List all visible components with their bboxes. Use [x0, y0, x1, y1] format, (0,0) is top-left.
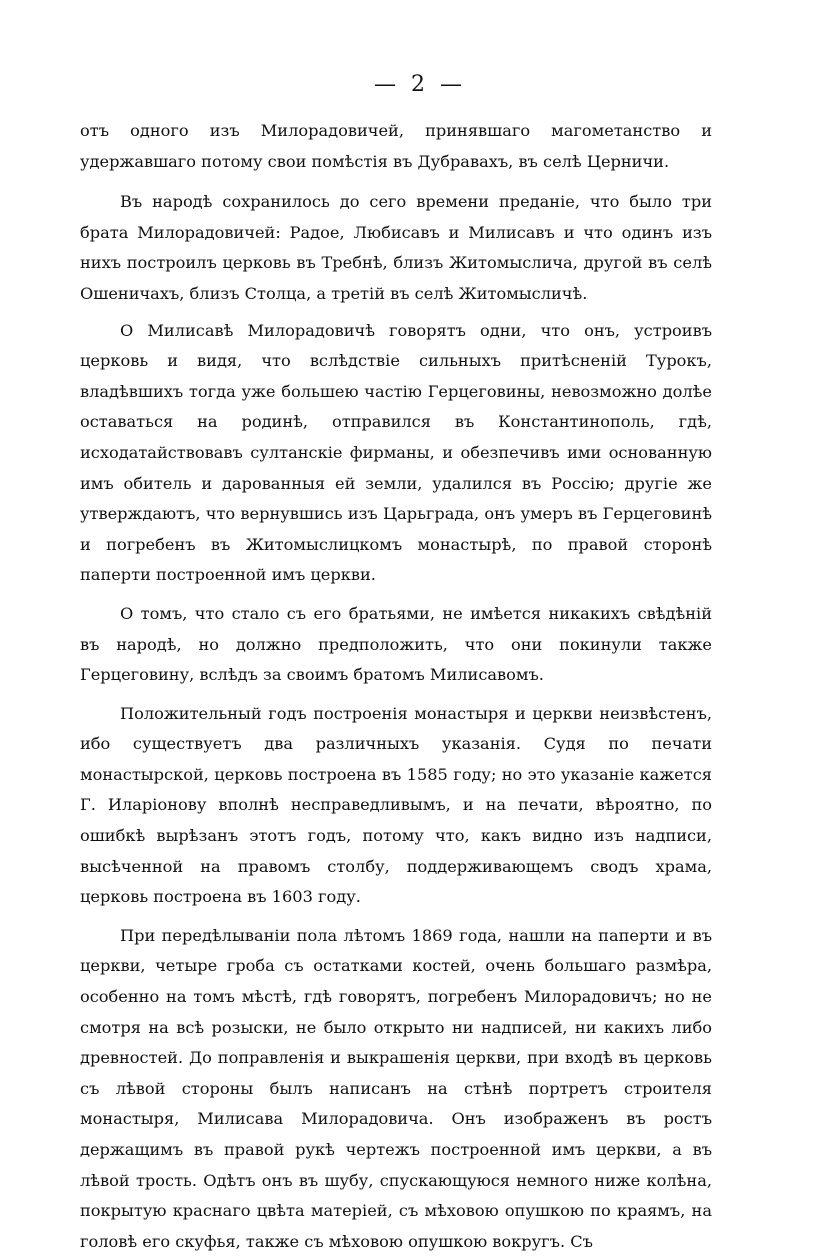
paragraph: Положительный годъ построенія монастыря и церкви неизвѣстенъ, ибо существуетъ два различныхъ указанія. Судя по печати монастырской, церковь построена въ 1585 году; но это указаніе кажется Г. Иларіонову вполнѣ несправедливымъ, и на печати, вѣроятно, по ошибкѣ вырѣзанъ этотъ годъ, потому что, какъ видно изъ надписи, высѣченной на правомъ столбу, поддерживающемъ сводъ храма, церковь построена въ 1603 году.: [80, 703, 712, 907]
paragraph: О томъ, что стало съ его братьями, не имѣется никакихъ свѣдѣній въ народѣ, но должно предположить, что они покинули также Герцеговину, вслѣдъ за своимъ братомъ Милисавомъ.: [80, 603, 712, 685]
paragraph: О Милисавѣ Милорадовичѣ говорятъ одни, что онъ, устроивъ церковь и видя, что вслѣдствіе сильныхъ притѣсненій Турокъ, владѣвшихъ тогда уже большею частію Герцеговины, невозможно долѣе оставаться на родинѣ, отправился въ Константинополь, гдѣ, исходатайствовавъ султанскіе фирманы, и обезпечивъ ими основанную имъ обитель и дарованныя ей земли, удалился въ Россію; другіе же утверждаютъ, что вернувшись изъ Царьграда, онъ умеръ въ Герцеговинѣ и погребенъ въ Житомыслицкомъ монастырѣ, по правой сторонѣ паперти построенной имъ церкви.: [80, 320, 712, 585]
paragraph: Въ народѣ сохранилось до сего времени преданіе, что было три брата Милорадовичей: Радое, Любисавъ и Милисавъ и что одинъ изъ нихъ построилъ церковь въ Требнѣ, близъ Житомыслича, другой въ селѣ Ошеничахъ, близъ Столца, а третій въ селѣ Житомысличѣ.: [80, 192, 712, 303]
document-body: [80, 116, 712, 1257]
paragraph: отъ одного изъ Милорадовичей, принявшаго магометанство и удержавшаго потому свои помѣстія въ Дубравахъ, въ селѣ Церничи.: [80, 121, 712, 171]
page-number: — 2 —: [374, 72, 466, 97]
paragraph: При передѣлываніи пола лѣтомъ 1869 года, нашли на паперти и въ церкви, четыре гроба съ остатками костей, очень большаго размѣра, особенно на томъ мѣстѣ, гдѣ говорятъ, погребенъ Милорадовичъ; но не смотря на всѣ розыски, не было открыто ни надписей, ни какихъ либо древностей. До поправленія и выкрашенія церкви, при входѣ въ церковь съ лѣвой стороны былъ написанъ на стѣнѣ портретъ строителя монастыря, Милисава Милорадовича. Онъ изображенъ въ ростъ держащимъ въ правой рукѣ чертежъ построенной имъ церкви, а въ лѣвой трость. Одѣтъ онъ въ шубу, спускающуюся немного ниже колѣна, покрытую краснаго цвѣта матеріей, съ мѣховою опушкою по краямъ, на головѣ его скуфья, также съ мѣховою опушкою вокругъ. Съ: [80, 925, 712, 1251]
